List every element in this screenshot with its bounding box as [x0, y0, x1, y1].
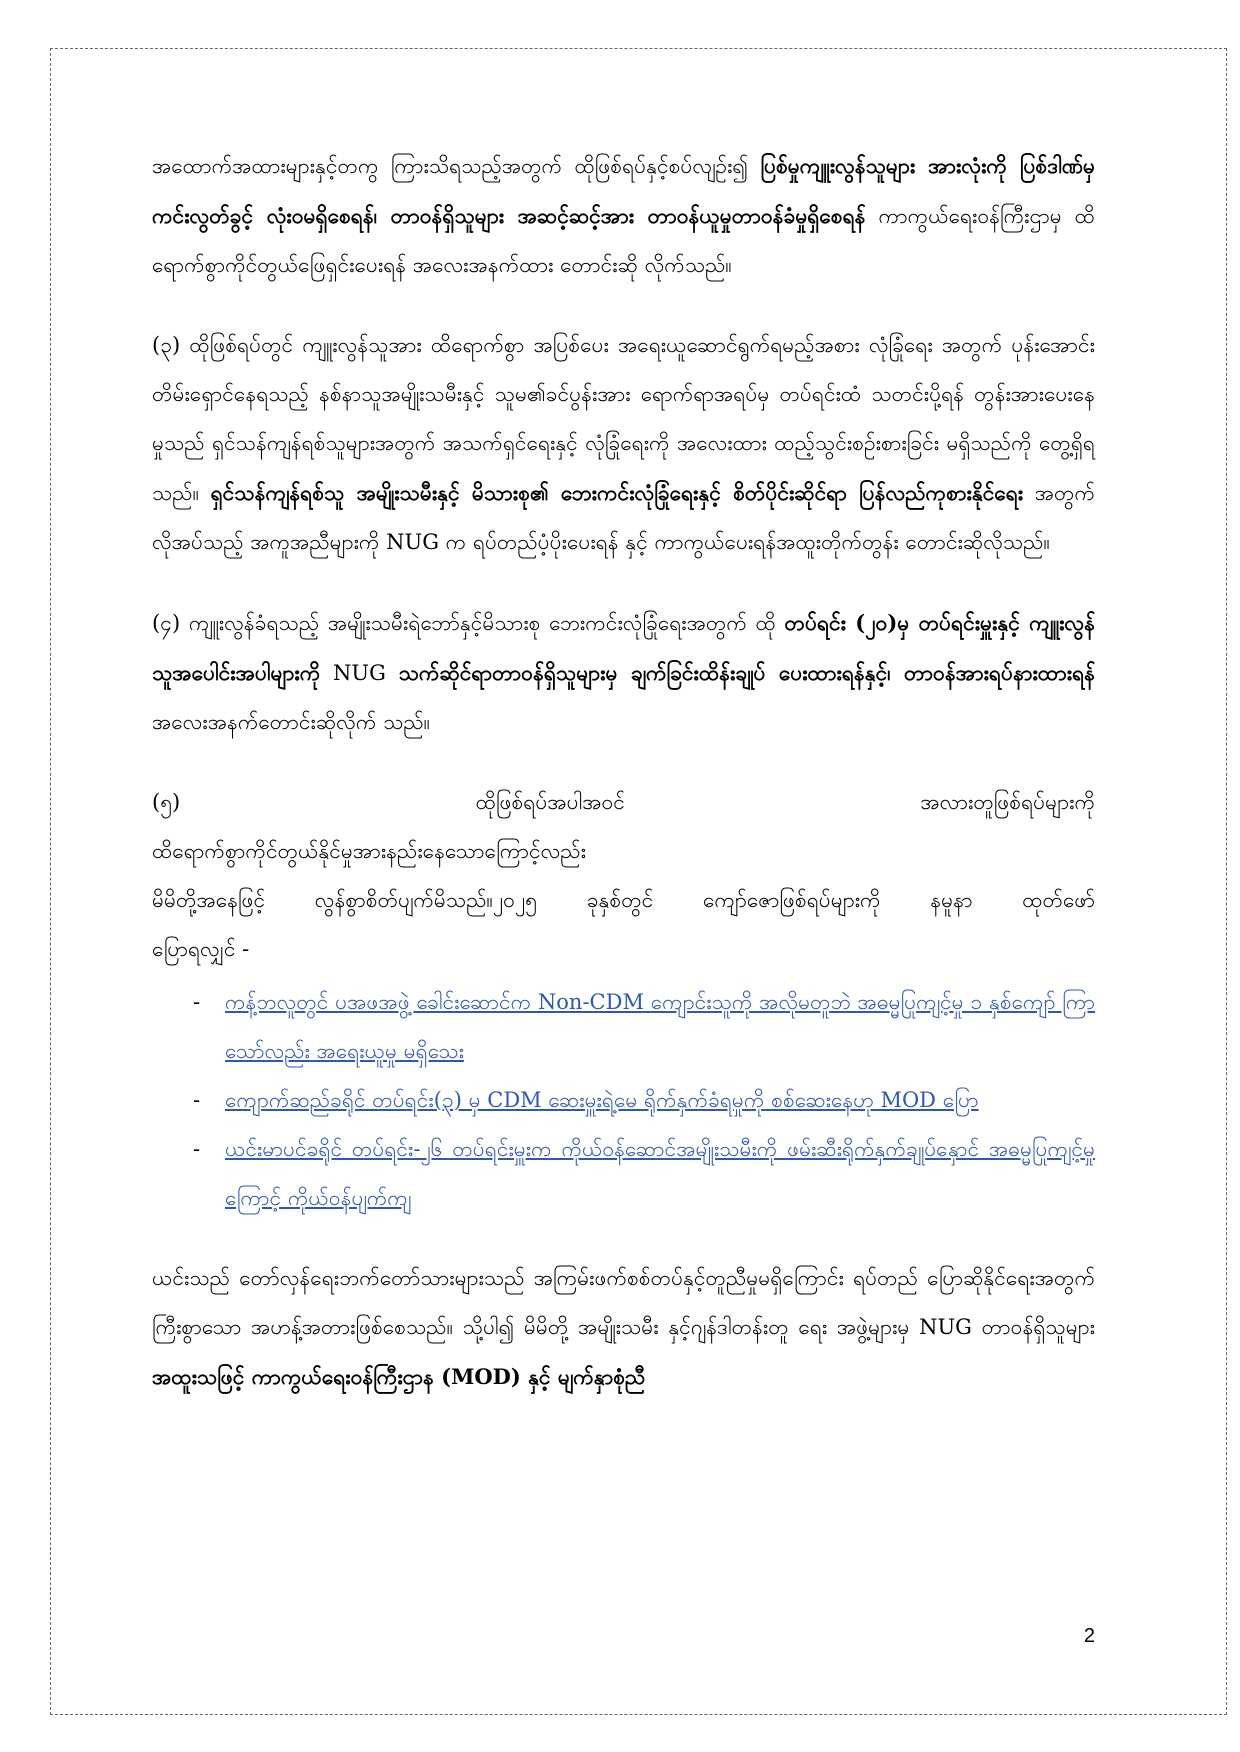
- news-link[interactable]: ကျောက်ဆည်ခရိုင် တပ်ရင်း(၃) မှ CDM ဆေးမှူးရဲ့မေ ရိုက်နှက်ခံရမှုကို စစ်ဆေးနေဟု MOD ပြော: [225, 1088, 979, 1112]
- paragraph-text: အတွက် လိုအပ်သည့် အကူအညီများကို NUG က ရပ်တည်ပံ့ပိုးပေးရန် နှင့် ကာကွယ်ပေးရန်အထူးတိုက်တွန်း တောင်းဆိုလိုသည်။: [152, 481, 1095, 554]
- news-link[interactable]: ကန့်ဘလူတွင် ပအဖအဖွဲ့ ခေါင်းဆောင်က Non-CDM ကျောင်းသူကို အလိုမတူဘဲ အဓမ္မပြုကျင့်မှု ၁ နှစ်ကျော် ကြာသော်လည်း အရေးယူမှု မရှိသေး: [225, 990, 1095, 1063]
- closing-paragraph: [152, 1254, 1095, 1402]
- bullet-dash: -: [193, 1088, 201, 1112]
- bold-emphasis: ပြစ်မှုကျူးလွန်သူများ အားလုံးကို ပြစ်ဒါဏ်မှကင်းလွတ်ခွင့် လုံးဝမရှိစေရန်၊ တာဝန်ရှိသူများ အဆင့်ဆင့်အား တာဝန်ယူမှုတာဝန်ခံမှုရှိစေရန်: [152, 153, 1095, 228]
- paragraph-5-line: ထိရောက်စွာကိုင်တွယ်နိုင်မှုအားနည်းနေသောကြောင့်လည်း: [152, 839, 586, 863]
- bullet-dash: -: [193, 1137, 201, 1161]
- bold-emphasis: သက်ဆိုင်ရာတာဝန်ရှိသူများမှ ချက်ခြင်းထိန်းချုပ် ပေးထားရန်နှင့်၊ တာဝန်အားရပ်နားထားရန်: [398, 660, 1095, 685]
- paragraph-text: NUG: [320, 661, 399, 685]
- bullet-dash: -: [193, 990, 201, 1014]
- paragraph-3: [152, 321, 1095, 567]
- bold-emphasis: တပ်ရင်း (၂၀)မှ တပ်ရင်းမှူးနှင့် ကျူးလွန်သူအပေါင်းအပါများကို: [152, 610, 1095, 685]
- page-number: 2: [1083, 1625, 1095, 1647]
- paragraph-text: ကာကွယ်ရေးဝန်ကြီးဌာမှ ထိရောက်စွာကိုင်တွယ်ဖြေရှင်းပေးရန် အလေးအနက်ထား တောင်းဆို လိုက်သည်။: [152, 204, 1095, 277]
- list-item: [152, 1076, 1095, 1125]
- paragraph-text: (၄) ကျူးလွန်ခံရသည့် အမျိုးသမီးရဲဘော်နှင့်မိသားစု ဘေးကင်းလုံခြုံရေးအတွက် ထို: [152, 611, 785, 635]
- paragraph-text: (၃) ထိုဖြစ်ရပ်တွင် ကျူးလွန်သူအား ထိရောက်စွာ အပြစ်ပေး အရေးယူဆောင်ရွက်ရမည့်အစား လုံခြုံရေး အတွက် ပုန်းအောင်းတိမ်းရှောင်နေရသည့် နစ်နာသူအမျိုးသမီးနှင့် သူမ၏ခင်ပွန်းအား ရောက်ရာအရပ်မှ တပ်ရင်းထံ သတင်းပို့ရန် တွန်းအားပေးနေမှုသည် ရှင်သန်ကျန်ရစ်သူများအတွက် အသက်ရှင်ရေးနှင့် လုံခြုံရေးကို အလေးထား ထည့်သွင်းစဉ်းစားခြင်း မရှိသည်ကို တွေ့ရှိရသည်။: [152, 333, 1095, 505]
- bold-emphasis: ရှင်သန်ကျန်ရစ်သူ အမျိုးသမီးနှင့် မိသားစု၏ ဘေးကင်းလုံခြုံရေးနှင့် စိတ်ပိုင်းဆိုင်ရာ ပြန်လည်ကုစားနိုင်ရေး: [210, 480, 1024, 505]
- news-link[interactable]: ယင်းမာပင်ခရိုင် တပ်ရင်း-၂၆ တပ်ရင်းမှူးက ကိုယ်ဝန်ဆောင်အမျိုးသမီးကို ဖမ်းဆီးရိုက်နှက်ချုပ်နှောင် အဓမ္မပြုကျင့်မှုကြောင့် ကိုယ်ဝန်ပျက်ကျ: [225, 1137, 1095, 1210]
- paragraph-5-line: မိမိတို့အနေဖြင့် လွန်စွာစိတ်ပျက်မိသည်။၂၀၂၅ ခုနှစ်တွင် ကျော်ဇောဖြစ်ရပ်များကို နမူနာ ထုတ်ဖော်: [152, 888, 1095, 912]
- paragraph-text: အလေးအနက်တောင်းဆိုလိုက် သည်။: [152, 710, 431, 734]
- paragraph-continuation: [152, 141, 1095, 290]
- page-body: [152, 141, 1095, 1433]
- paragraph-4: [152, 598, 1095, 747]
- list-item: [152, 1125, 1095, 1223]
- bold-emphasis: အထူးသဖြင့် ကာကွယ်ရေးဝန်ကြီးဌာန (MOD) နှင့် မျက်နှာစုံညီ: [152, 1364, 646, 1389]
- paragraph-5: [152, 778, 1095, 974]
- paragraph-5-line: (၅) ထိုဖြစ်ရပ်အပါအဝင် အလားတူဖြစ်ရပ်များကို: [152, 790, 1095, 814]
- paragraph-text: အထောက်အထားများနှင့်တကွ ကြားသိရသည့်အတွက် ထိုဖြစ်ရပ်နှင့်စပ်လျဉ်း၍: [152, 154, 761, 178]
- news-link-list: [152, 978, 1095, 1223]
- list-item: [152, 978, 1095, 1076]
- paragraph-text: ယင်းသည် တော်လှန်ရေးဘက်တော်သားများသည် အကြမ်းဖက်စစ်တပ်နှင့်တူညီမှုမရှိကြောင်း ရပ်တည် ပြောဆိုနိုင်ရေးအတွက် ကြီးစွာသော အဟန့်အတားဖြစ်စေသည်။ သို့ပါ၍ မိမိတို့ အမျိုးသမီး နှင့်ဂျန်ဒါတန်းတူ ရေး အဖွဲ့များမှ NUG တာဝန်ရှိသူများ: [152, 1266, 1095, 1339]
- paragraph-5-line: ပြောရလျှင် -: [152, 937, 250, 961]
